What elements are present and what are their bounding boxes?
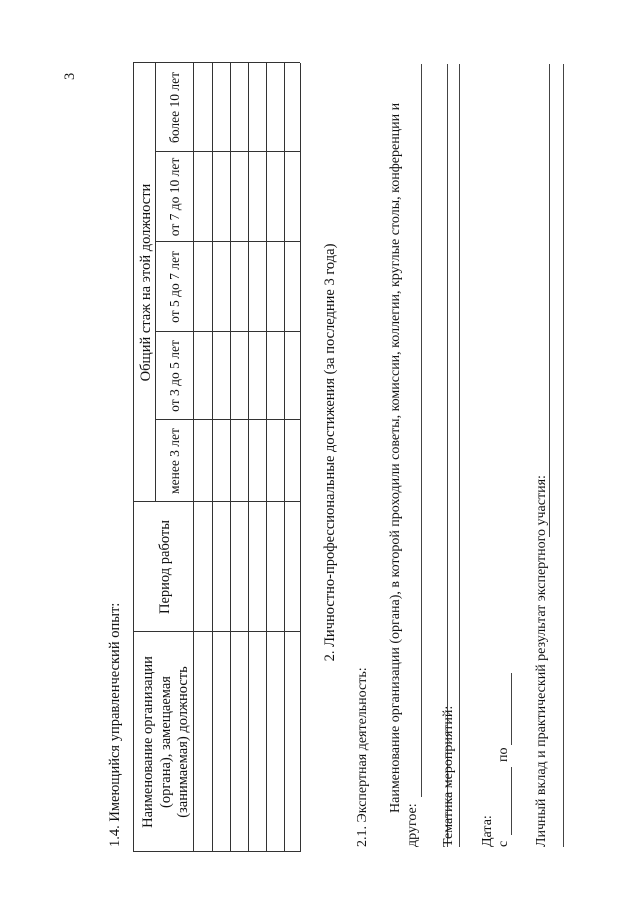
header-5-to-7: от 5 до 7 лет — [167, 251, 182, 323]
header-period: Период работы — [157, 520, 173, 614]
page-number: 3 — [62, 72, 78, 80]
header-more-10: более 10 лет — [167, 71, 182, 144]
table-border-bottom — [300, 63, 301, 852]
contribution-label: Личный вклад и практический результат экспертного участия: — [534, 475, 549, 847]
table-row-line — [230, 63, 231, 852]
table-col-line — [133, 851, 300, 852]
section-1-4-heading: 1.4. Имеющийся управленческий опыт: — [107, 602, 123, 847]
table-subheader-line — [155, 63, 156, 502]
org-name-field-line[interactable] — [421, 64, 422, 797]
header-org-line1: Наименование организации — [140, 656, 156, 828]
table-row-line — [284, 63, 285, 852]
table-header-bottom — [193, 63, 194, 852]
date-label: Дата: — [480, 815, 495, 847]
date-from-label: с — [496, 840, 511, 847]
header-3-to-5: от 3 до 5 лет — [167, 340, 182, 412]
table-border-top — [133, 63, 134, 852]
header-less-3: менее 3 лет — [167, 428, 182, 494]
header-org-line3: (занимаемая) должность — [175, 666, 191, 818]
header-total-experience: Общий стаж на этой должности — [138, 183, 154, 382]
table-row-line — [212, 63, 213, 852]
date-from-field[interactable] — [511, 767, 512, 835]
contribution-field-line[interactable] — [549, 64, 550, 537]
org-name-label-line1: Наименование организации (органа), в которой проходили советы, комиссии, коллегии, круглые столы, конференции и — [388, 102, 403, 813]
date-to-field[interactable] — [511, 673, 512, 745]
date-to-label: по — [496, 747, 511, 762]
org-name-label-line2: другое: — [405, 803, 420, 847]
section-2-title: 2. Личностно-профессиональные достижения (за последние 3 года) — [322, 243, 338, 662]
header-org-line2: (органа), замещаемая — [158, 676, 174, 808]
contribution-field-line-2[interactable] — [563, 64, 564, 847]
table-row-line — [266, 63, 267, 852]
header-7-to-10: от 7 до 10 лет — [167, 157, 182, 237]
topics-field-line[interactable] — [459, 64, 460, 847]
table-row-line — [248, 63, 249, 852]
topics-label: Тематика мероприятий: — [441, 705, 456, 847]
section-2-1-heading: 2.1. Экспертная деятельность: — [355, 667, 370, 847]
